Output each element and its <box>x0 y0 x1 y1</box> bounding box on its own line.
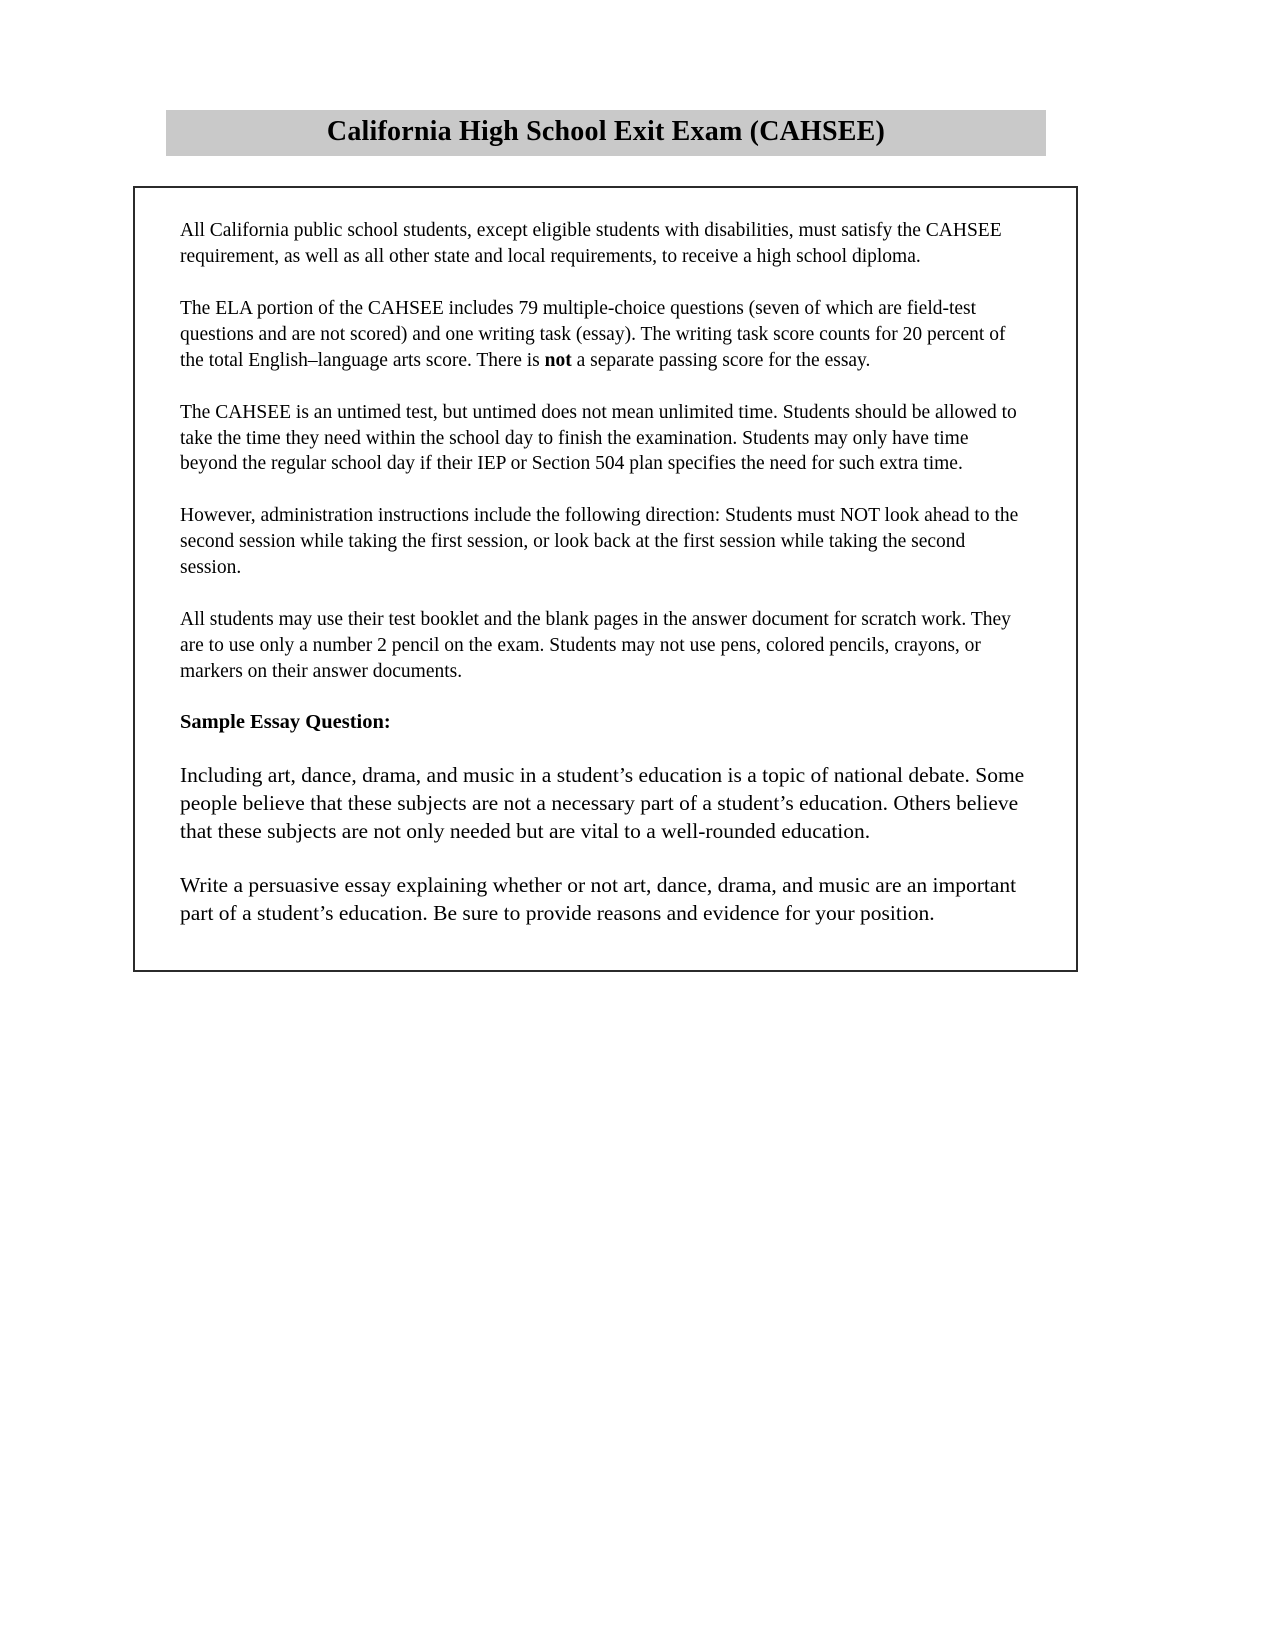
paragraph-scratch-work: All students may use their test booklet and the blank pages in the answer document for scratch work. They are to use only a number 2 pencil on the exam. Students may not use pens, colored pencils, crayons, or markers on their answer documents. <box>180 609 1011 682</box>
paragraph-essay-prompt-task: Write a persuasive essay explaining whether or not art, dance, drama, and music are an important part of a student’s education. Be sure to provide reasons and evidence for your position. <box>180 872 1017 925</box>
paragraph-untimed-test: The CAHSEE is an untimed test, but untimed does not mean unlimited time. Students should be allowed to take the time they need within the school day to finish the examination. Students may only have time beyond the regular school day if their IEP or Section 504 plan specifies the need for such extra time. <box>180 401 1017 475</box>
paragraph-essay-prompt-context: Including art, dance, drama, and music in a student’s education is a topic of national debate. Some people believe that these subjects are not a necessary part of a student’s education. Others believe that these subjects are not only needed but are vital to a well-rounded education. <box>180 762 1025 843</box>
page-title-bar <box>166 110 1046 156</box>
paragraph-ela-portion-bold-not: not <box>544 349 572 371</box>
sample-essay-heading: Sample Essay Question: <box>180 710 391 733</box>
page-title: California High School Exit Exam (CAHSEE) <box>326 116 886 147</box>
content-box <box>133 186 1078 972</box>
paragraph-administration: However, administration instructions include the following direction: Students must NOT look ahead to the second session while taking the first session, or look back at the first session while taking the second session. <box>180 505 1019 579</box>
paragraph-ela-portion-text-after: a separate passing score for the essay. <box>571 349 871 371</box>
paragraph-ela-portion <box>180 296 1028 374</box>
paragraph-requirement: All California public school students, except eligible students with disabilities, must satisfy the CAHSEE requirement, as well as all other state and local requirements, to receive a high school diploma. <box>180 220 1002 267</box>
paragraph-ela-portion-text-before: The ELA portion of the CAHSEE includes 79 multiple-choice questions (seven of which are field-test questions and are not scored) and one writing task (essay). The writing task score counts for 20 percent of the total English–language arts score. There is <box>180 297 1006 371</box>
